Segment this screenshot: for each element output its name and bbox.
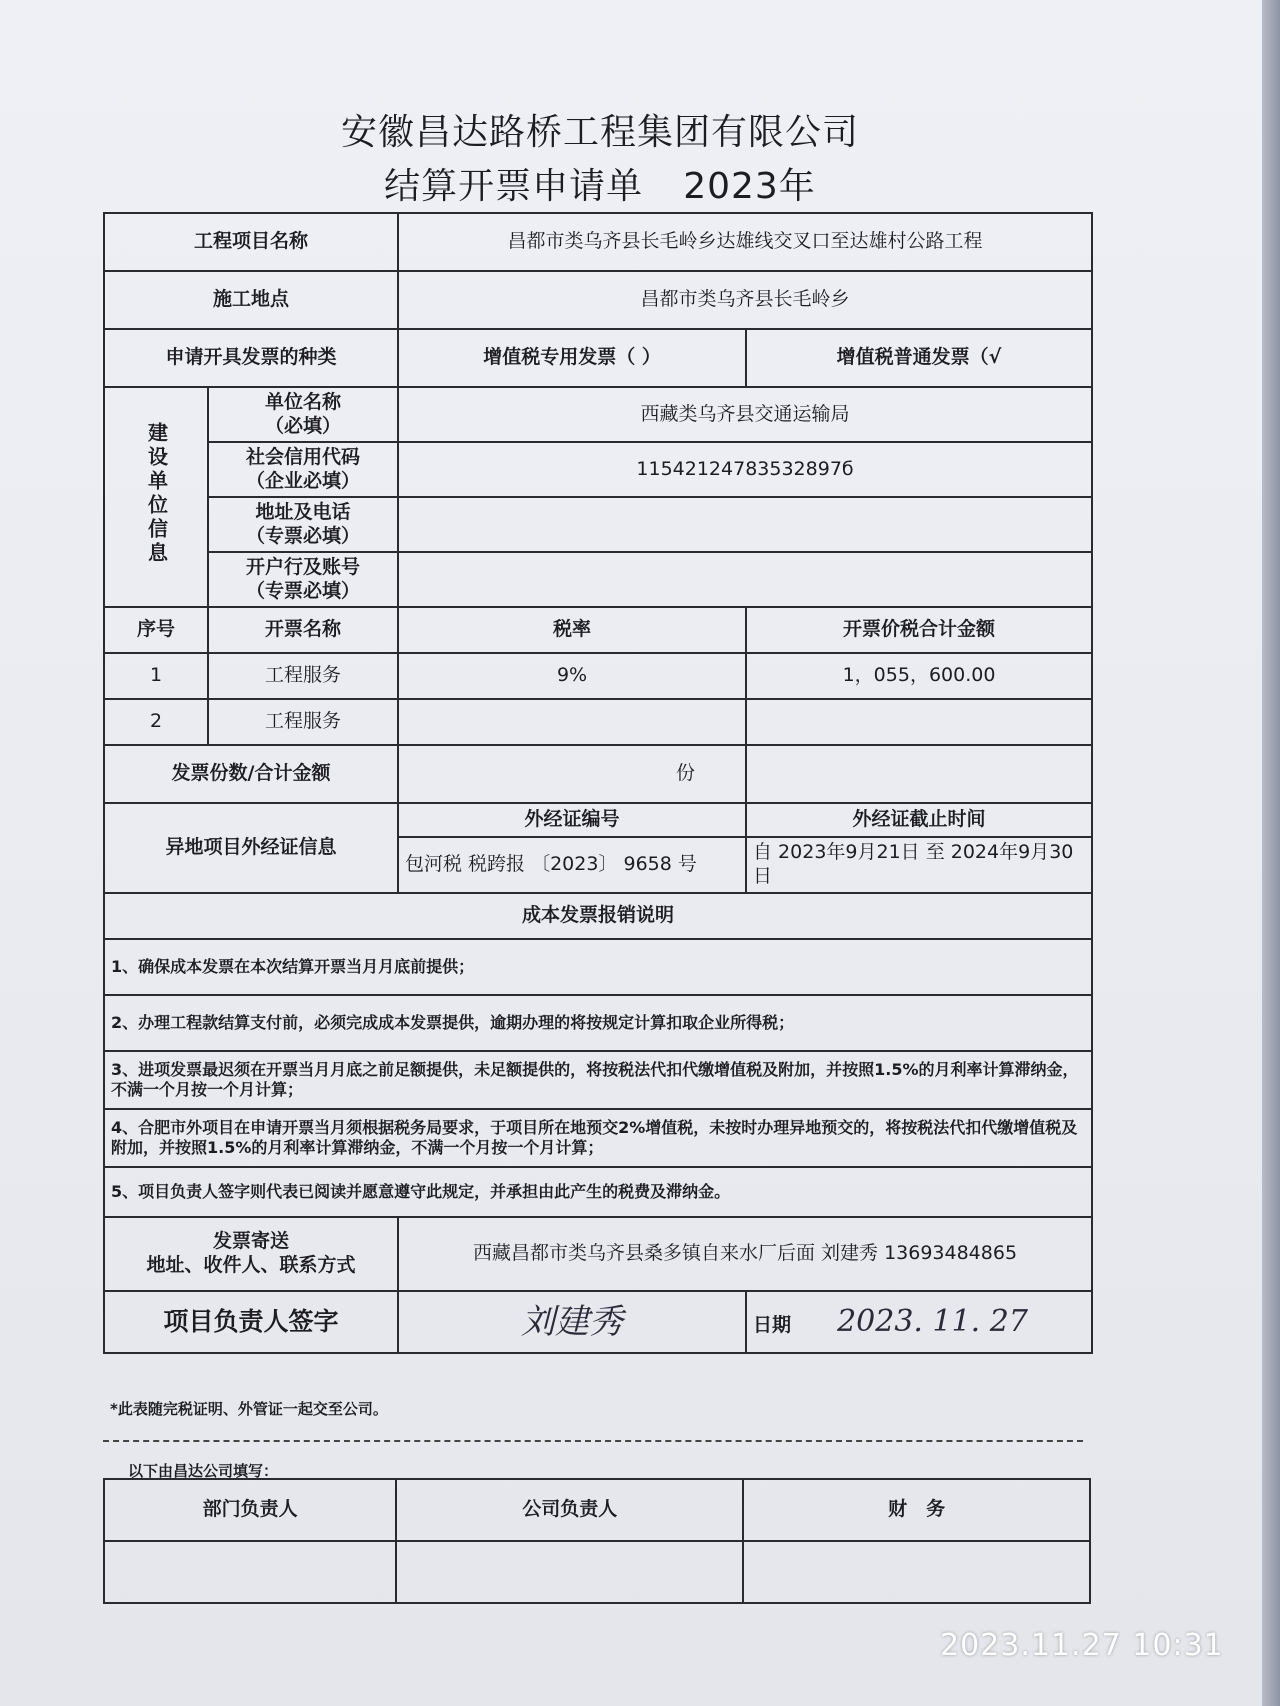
project-name-value: 昌都市类乌齐县长毛岭乡达雄线交叉口至达雄村公路工程 (398, 213, 1092, 271)
company-title: 安徽昌达路桥工程集团有限公司 (340, 112, 859, 153)
row-amount: 1，055，600.00 (746, 653, 1092, 699)
company-fill-table (103, 1478, 1091, 1604)
form-title-text: 结算开票申请单 (384, 166, 644, 207)
date-cell (746, 1291, 1092, 1353)
table-row (104, 699, 1092, 745)
row-amount (746, 699, 1092, 745)
location-label: 施工地点 (104, 271, 398, 329)
main-table (103, 212, 1093, 1354)
form-title (0, 158, 1200, 209)
invoice-type-normal: 增值税普通发票（√ (746, 329, 1092, 387)
company-head-cell (396, 1541, 743, 1603)
address-value (398, 497, 1092, 552)
row-name: 工程服务 (208, 653, 398, 699)
photo-timestamp: 2023.11.27 10:31 (940, 1628, 1224, 1663)
mailing-value: 西藏昌都市类乌齐县桑多镇自来水厂后面 刘建秀 13693484865 (398, 1217, 1092, 1291)
header-no: 序号 (104, 607, 208, 653)
invoice-type-special: 增值税专用发票（ ） (398, 329, 746, 387)
date-handwriting: 2023. 11. 27 (837, 1304, 1028, 1340)
credit-code-value: 11542124783532897б (398, 442, 1092, 497)
unit-name-label: 单位名称 （必填） (208, 387, 398, 442)
signature-label: 项目负责人签字 (104, 1291, 398, 1353)
row-no: 2 (104, 699, 208, 745)
form-year: 2023年 (683, 166, 816, 207)
company-head-header: 公司负责人 (396, 1479, 743, 1541)
note-item: 5、项目负责人签字则代表已阅读并愿意遵守此规定，并承担由此产生的税费及滞纳金。 (104, 1167, 1092, 1217)
external-cert-no-header: 外经证编号 (398, 803, 746, 837)
invoice-type-label: 申请开具发票的种类 (104, 329, 398, 387)
finance-header: 财 务 (743, 1479, 1090, 1541)
company-fill-section (103, 1478, 1081, 1604)
note-item: 3、进项发票最迟须在开票当月月底之前足额提供，未足额提供的，将按税法代扣代缴增值税及附加，并按照1.5%的月利率计算滞纳金，不满一个月按一个月计算； (104, 1051, 1092, 1109)
dept-head-header: 部门负责人 (104, 1479, 396, 1541)
totals-amount (746, 745, 1092, 803)
row-rate (398, 699, 746, 745)
note-item: 4、合肥市外项目在申请开票当月须根据税务局要求，于项目所在地预交2%增值税，未按时办理异地预交的，将按税法代扣代缴增值税及附加，并按照1.5%的月利率计算滞纳金，不满一个月按一个月计算； (104, 1109, 1092, 1167)
footnote: *此表随完税证明、外管证一起交至公司。 (110, 1400, 388, 1418)
notes-title: 成本发票报销说明 (104, 893, 1092, 939)
header-rate: 税率 (398, 607, 746, 653)
location-value: 昌都市类乌齐县长毛岭乡 (398, 271, 1092, 329)
row-name: 工程服务 (208, 699, 398, 745)
mailing-label: 发票寄送 地址、收件人、联系方式 (104, 1217, 398, 1291)
row-rate: 9% (398, 653, 746, 699)
bank-value (398, 552, 1092, 607)
cut-line (103, 1440, 1083, 1442)
totals-label: 发票份数/合计金额 (104, 745, 398, 803)
external-cert-deadline-header: 外经证截止时间 (746, 803, 1092, 837)
row-no: 1 (104, 653, 208, 699)
note-item: 1、确保成本发票在本次结算开票当月月底前提供； (104, 939, 1092, 995)
totals-copies: 份 (398, 745, 746, 803)
note-item: 2、办理工程款结算支付前，必须完成成本发票提供，逾期办理的将按规定计算扣取企业所得税； (104, 995, 1092, 1051)
bank-label: 开户行及账号 （专票必填） (208, 552, 398, 607)
company-fill-note: 以下由昌达公司填写： (128, 1462, 279, 1480)
external-cert-deadline-value: 自 2023年9月21日 至 2024年9月30日 (746, 837, 1092, 893)
address-label: 地址及电话 （专票必填） (208, 497, 398, 552)
paper-edge (1262, 0, 1280, 1706)
invoice-application-form (103, 212, 1091, 1354)
external-cert-label: 异地项目外经证信息 (104, 803, 398, 893)
header-name: 开票名称 (208, 607, 398, 653)
external-cert-no-value: 包河税 税跨报 〔2023〕 9658 号 (398, 837, 746, 893)
finance-cell (743, 1541, 1090, 1603)
signature-handwriting: 刘建秀 (398, 1291, 746, 1353)
credit-code-label: 社会信用代码 （企业必填） (208, 442, 398, 497)
project-name-label: 工程项目名称 (104, 213, 398, 271)
dept-head-cell (104, 1541, 396, 1603)
builder-group-label: 建设单位信息 (104, 387, 208, 607)
unit-name-value: 西藏类乌齐县交通运输局 (398, 387, 1092, 442)
date-label: 日期 (753, 1314, 792, 1337)
table-row (104, 653, 1092, 699)
header-amount: 开票价税合计金额 (746, 607, 1092, 653)
